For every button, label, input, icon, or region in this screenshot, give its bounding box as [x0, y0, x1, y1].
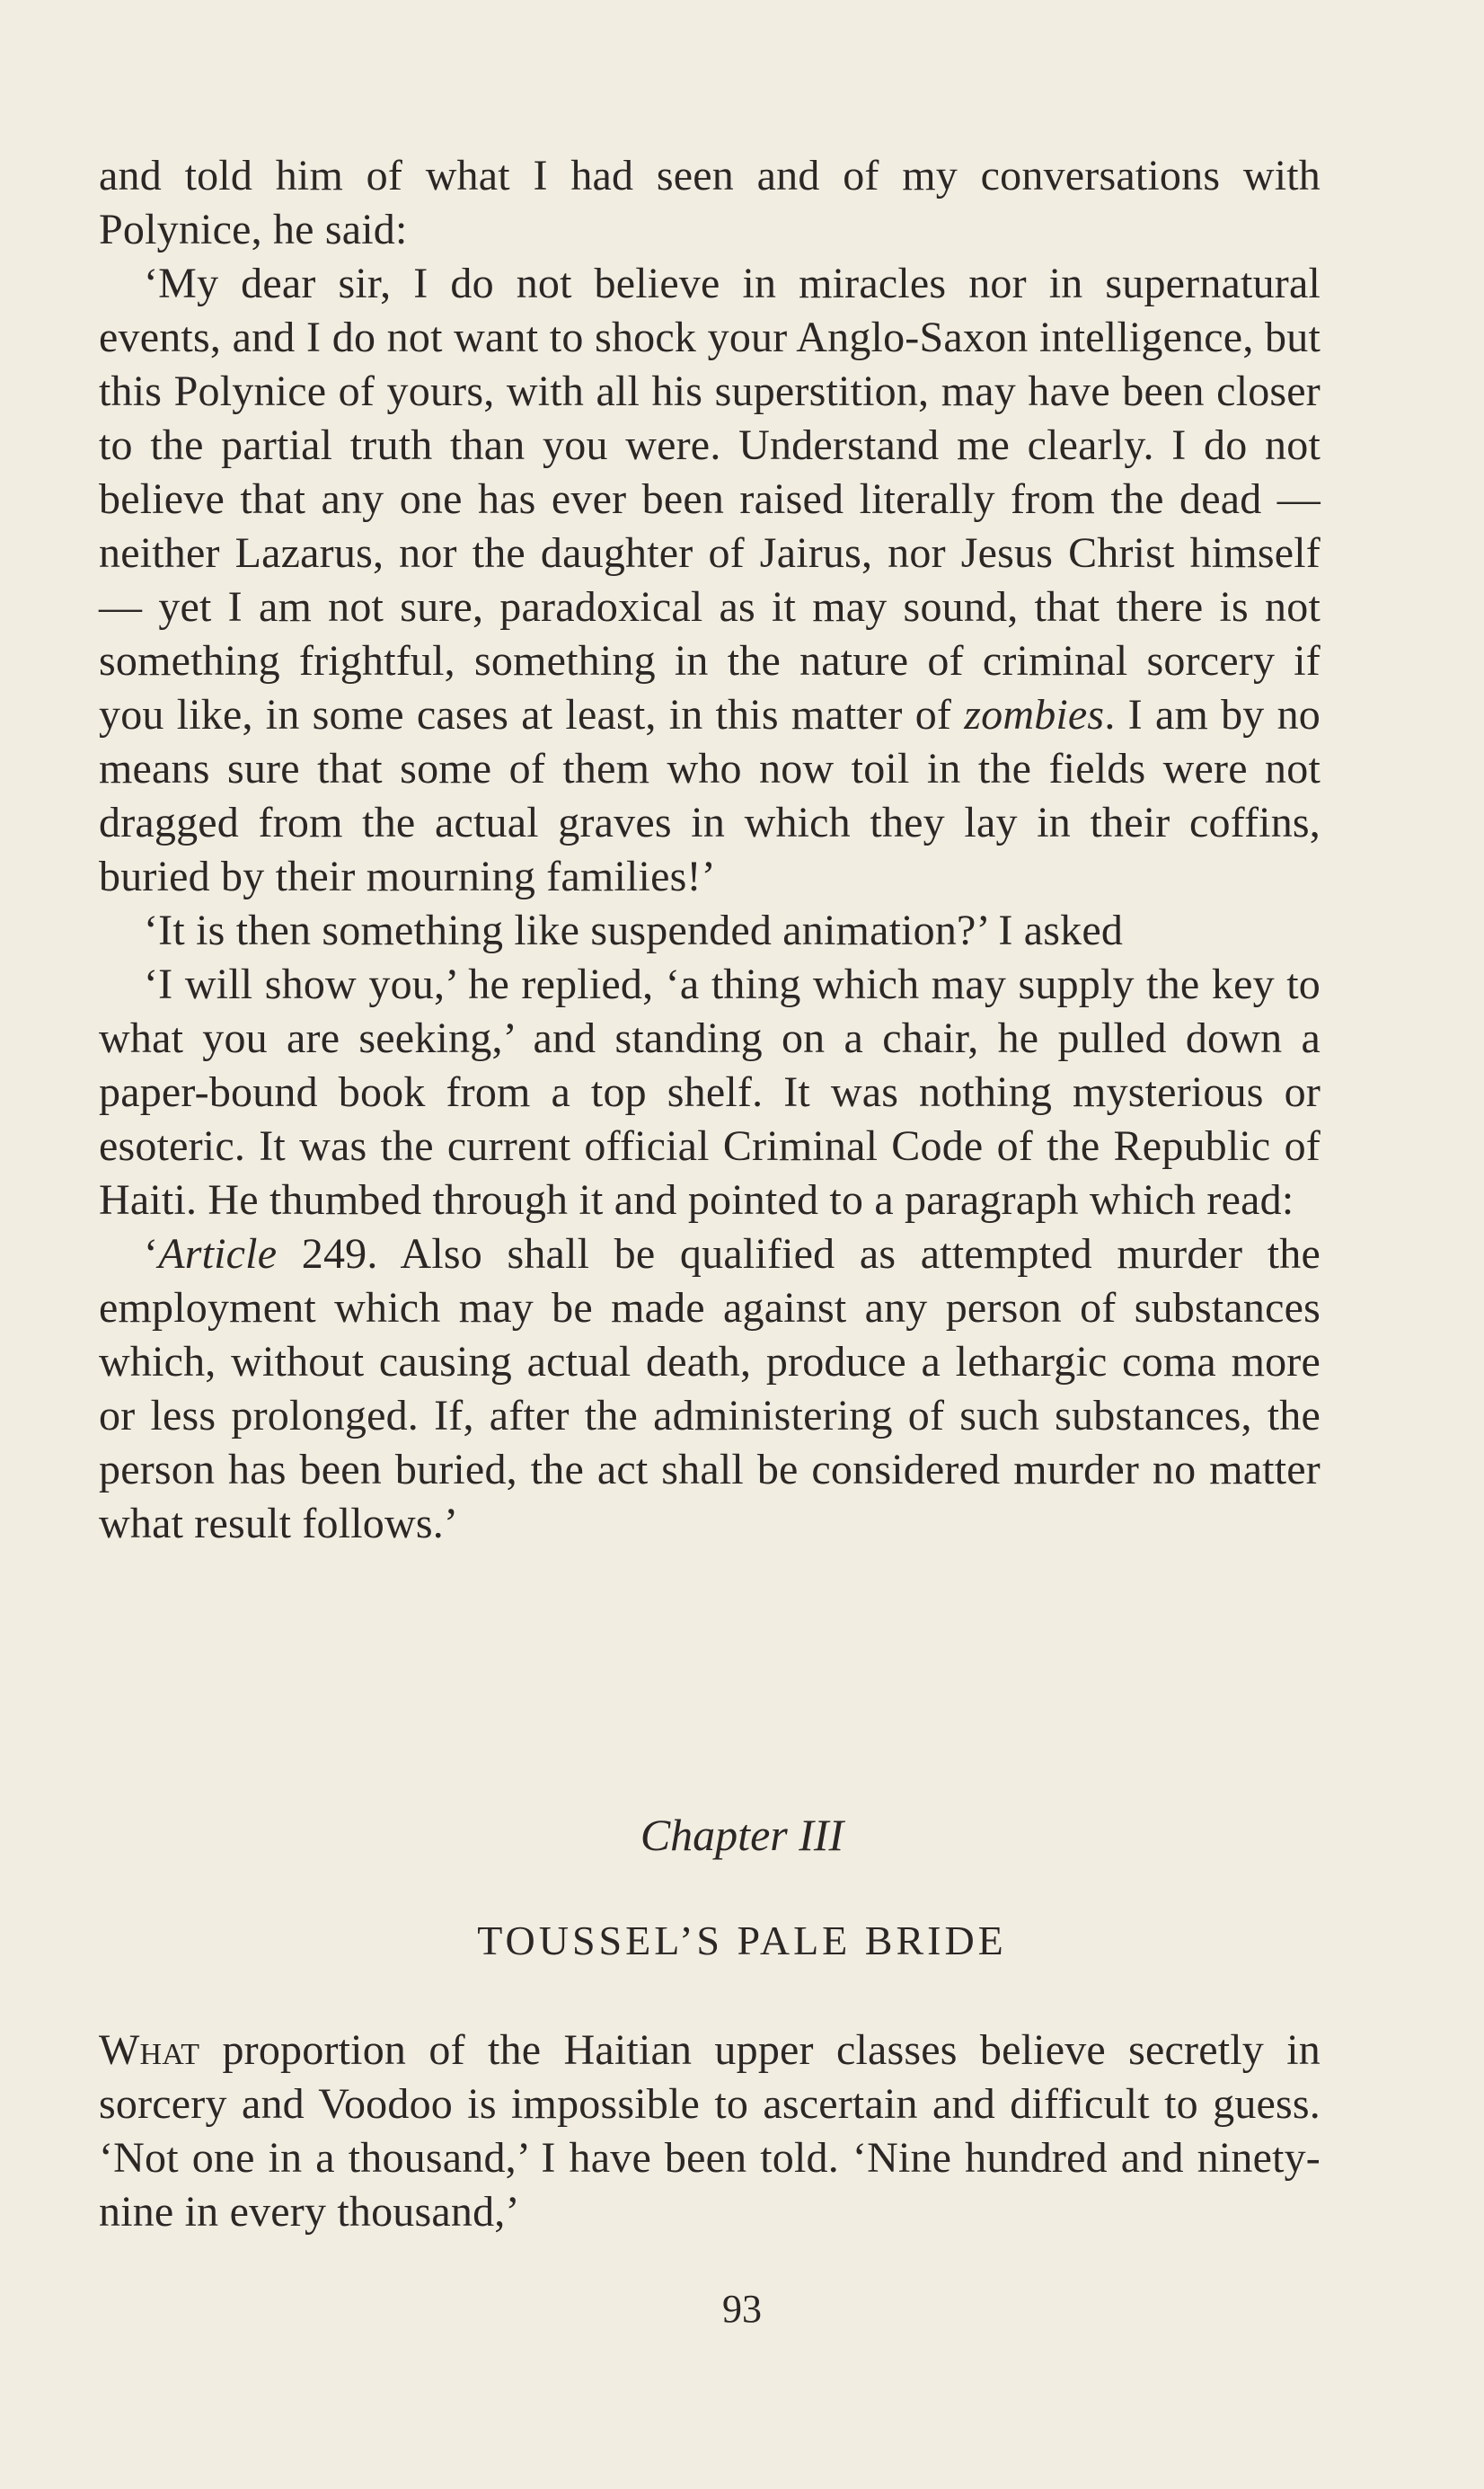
body-text-continued	[99, 2024, 1321, 2239]
paragraph	[99, 1227, 1321, 1551]
paragraph	[99, 2024, 1321, 2239]
paragraph-text: . I am by no means sure that some of them who now toil in the fields were not dragged from the actual graves in which they lay in their coffins, buried by their mourning families!’	[99, 691, 1321, 900]
paragraph-text: 249. Also shall be qualified as attempted murder the employment which may be made against any person of substances which, without causing actual death, produce a lethargic coma more or less prolonged. If, after the administering of such substances, the person has been buried, the act shall be considered murder no matter what result follows.’	[99, 1230, 1321, 1547]
paragraph-text: ‘My dear sir, I do not believe in miracles nor in supernatural events, and I do not want to shock your Anglo-Saxon intelligence, but this Polynice of yours, with all his superstition, may have been closer to the partial truth than you were. Understand me clearly. I do not believe that any one has ever been raised literally from the dead — neither Lazarus, nor the daughter of Jairus, nor Jesus Christ himself — yet I am not sure, paradoxical as it may sound, that there is not something frightful, something in the nature of criminal sorcery if you like, in some cases at least, in this matter of	[99, 260, 1321, 739]
chapter-title: TOUSSEL’S PALE BRIDE	[477, 1918, 1007, 1963]
body-text	[99, 149, 1321, 1551]
chapter-label: Chapter III	[640, 1810, 844, 1860]
paragraph	[99, 257, 1321, 904]
quote-mark: ‘	[144, 1230, 159, 1278]
paragraph: and told him of what I had seen and of my conversations with Polynice, he said:	[99, 152, 1321, 253]
opening-word: What	[99, 2026, 200, 2074]
paragraph: ‘It is then something like suspended animation?’ I asked	[144, 907, 1124, 954]
page-number: 93	[722, 2287, 762, 2331]
paragraph-text: proportion of the Haitian upper classes believe secretly in sorcery and Voodoo is impossible to ascertain and difficult to guess. ‘Not one in a thousand,’ I have been told. ‘Nine hundred and ninety-nine in every thousand,’	[99, 2026, 1321, 2236]
italic-word: Article	[158, 1230, 278, 1278]
paragraph: ‘I will show you,’ he replied, ‘a thing which may supply the key to what you are seeking,’ and standing on a chair, he pulled down a paper-bound book from a top shelf. It was nothing mysterious or esoteric. It was the current official Criminal Code of the Republic of Haiti. He thumbed through it and pointed to a paragraph which read:	[99, 961, 1321, 1224]
italic-word: zombies	[964, 691, 1105, 739]
